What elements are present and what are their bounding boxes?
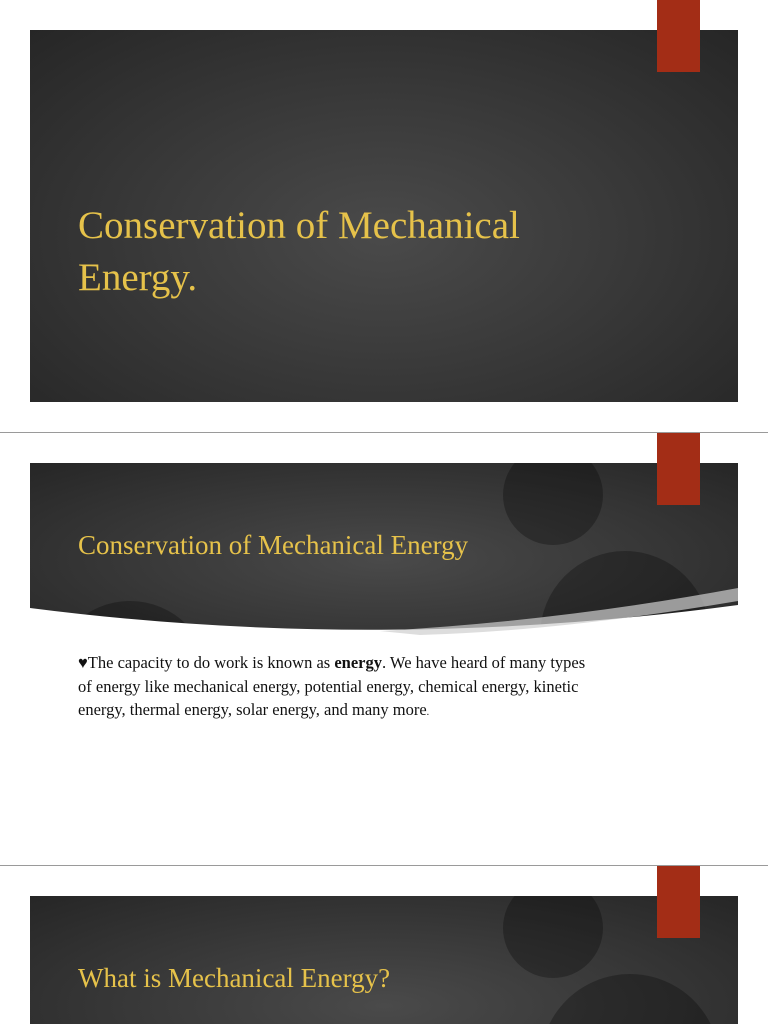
slide-3-title: What is Mechanical Energy? xyxy=(78,963,391,993)
slide-1-accent-tab xyxy=(657,0,700,72)
decorative-circle xyxy=(540,974,720,1024)
decorative-circle xyxy=(503,463,603,545)
slide-1-title: Conservation of Mechanical Energy. xyxy=(78,204,520,299)
slide-1-background xyxy=(30,30,738,402)
slide-2-title: Conservation of Mechanical Energy xyxy=(78,530,469,560)
slide-3-header-background xyxy=(30,896,738,1024)
slide-1 xyxy=(0,0,768,432)
slide-2 xyxy=(0,433,768,865)
slide-3 xyxy=(0,866,768,1024)
bold-term: energy xyxy=(334,653,382,672)
slide-2-header-wave xyxy=(0,583,768,653)
decorative-circle xyxy=(503,896,603,978)
slide-2-body-text: ♥The capacity to do work is known as energy. We have heard of many types of energy like mechanical energy, potential energy, chemical energy, kinetic energy, thermal energy, solar energy, and many more. xyxy=(78,653,586,719)
slide-3-accent-tab xyxy=(657,866,700,938)
heart-bullet-icon: ♥ xyxy=(78,653,88,672)
slide-2-accent-tab xyxy=(657,433,700,505)
